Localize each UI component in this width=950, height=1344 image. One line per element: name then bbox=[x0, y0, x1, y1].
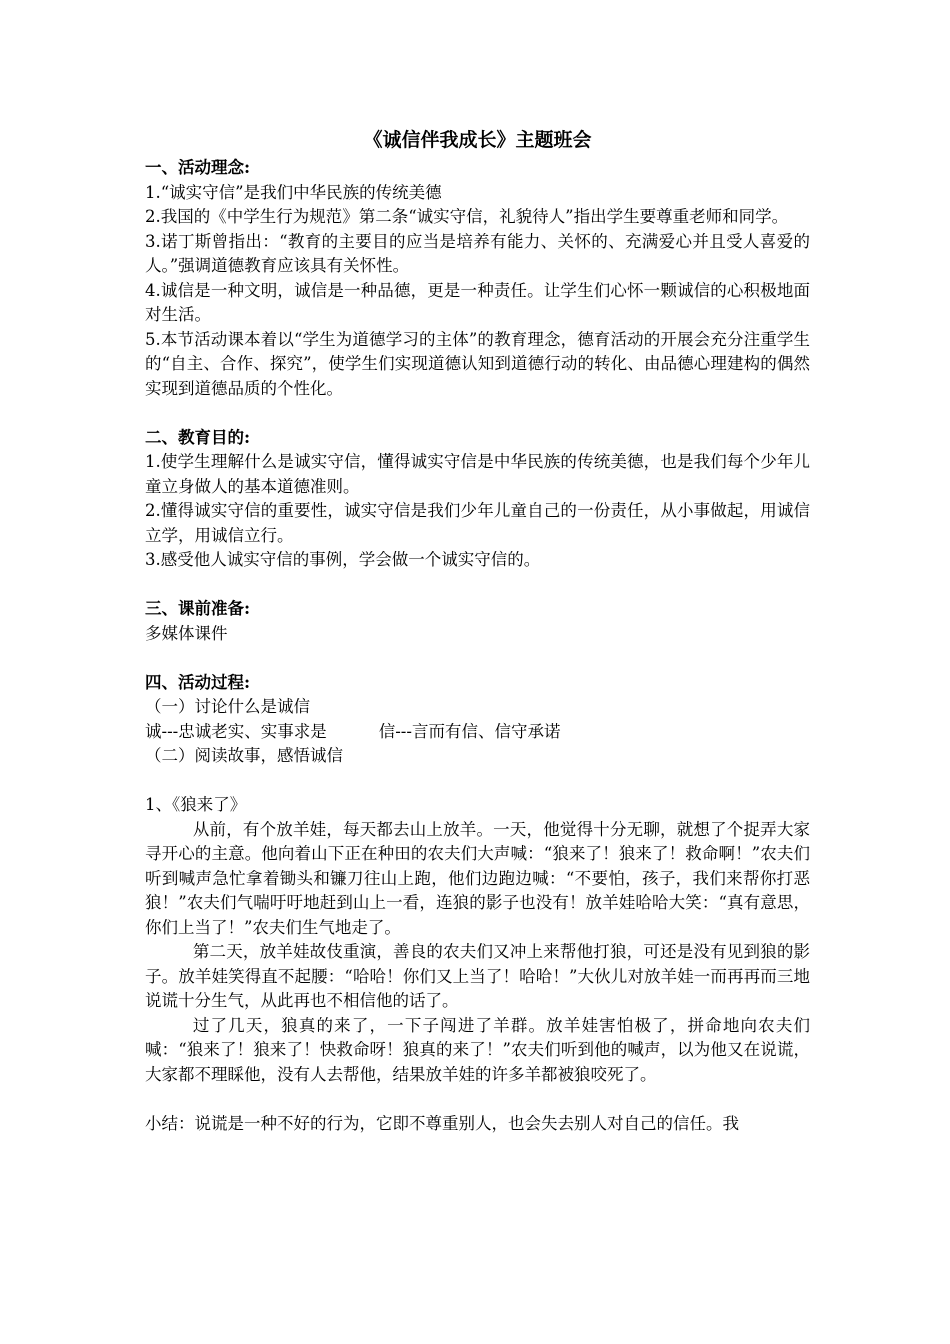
story-paragraph: 第二天，放羊娃故伎重演，善良的农夫们又冲上来帮他打狼，可还是没有见到狼的影子。放羊娃笑得直不起腰：“哈哈！你们又上当了！哈哈！”大伙儿对放羊娃一而再再而三地说谎十分生气，从此再也不相信他的话了。 bbox=[145, 942, 810, 1010]
section-2-item: 2.懂得诚实守信的重要性，诚实守信是我们少年儿童自己的一份责任，从小事做起，用诚信立学，用诚信立行。 bbox=[145, 501, 810, 545]
definition-cheng: 诚---忠诚老实、实事求是 bbox=[145, 721, 327, 741]
story-paragraph: 从前，有个放羊娃，每天都去山上放羊。一天，他觉得十分无聊，就想了个捉弄大家寻开心的主意。他向着山下正在种田的农夫们大声喊：“狼来了！狼来了！救命啊！”农夫们听到喊声急忙拿着锄头和镰刀往山上跑，他们边跑边喊：“不要怕，孩子，我们来帮你打恶狼！”农夫们气喘吁吁地赶到山上一看，连狼的影子也没有！放羊娃哈哈大笑：“真有意思，你们上当了！”农夫们生气地走了。 bbox=[145, 819, 810, 937]
section-1-item: 2.我国的《中学生行为规范》第二条“诚实守信，礼貌待人”指出学生要尊重老师和同学。 bbox=[145, 207, 789, 226]
section-1-heading: 一、活动理念: bbox=[145, 158, 251, 177]
activity-step-2: （二）阅读故事，感悟诚信 bbox=[145, 746, 343, 765]
blank-line bbox=[145, 573, 810, 598]
section-2-heading: 二、教育目的: bbox=[145, 427, 251, 447]
section-2-item: 3.感受他人诚实守信的事例，学会做一个诚实守信的。 bbox=[145, 550, 541, 569]
blank-line bbox=[145, 646, 810, 671]
activity-step-1: （一）讨论什么是诚信 bbox=[145, 697, 310, 716]
section-1-item: 4.诚信是一种文明，诚信是一种品德，更是一种责任。让学生们心怀一颗诚信的心积极地面对生活。 bbox=[145, 280, 810, 324]
section-1-item: 1.“诚实守信”是我们中华民族的传统美德 bbox=[145, 182, 442, 202]
section-4-heading: 四、活动过程: bbox=[145, 672, 251, 692]
section-1-item: 3.诺丁斯曾指出：“教育的主要目的应当是培养有能力、关怀的、充满爱心并且受人喜爱的人。”强调道德教育应该具有关怀性。 bbox=[145, 231, 810, 275]
section-1-item: 5.本节活动课本着以“学生为道德学习的主体”的教育理念，德育活动的开展会充分注重学生的“自主、合作、探究”，使学生们实现道德认知到道德行动的转化、由品德心理建构的偶然实现到道德品质的个性化。 bbox=[145, 329, 810, 398]
document-page bbox=[145, 128, 810, 1136]
story-title: 1、《狼来了》 bbox=[145, 795, 247, 814]
section-2-item: 1.使学生理解什么是诚实守信，懂得诚实守信是中华民族的传统美德，也是我们每个少年儿童立身做人的基本道德准则。 bbox=[145, 452, 810, 496]
story-summary: 小结：说谎是一种不好的行为，它即不尊重别人，也会失去别人对自己的信任。我 bbox=[145, 1113, 739, 1133]
blank-line bbox=[145, 769, 810, 794]
blank-line bbox=[145, 1087, 810, 1112]
definition-line bbox=[145, 720, 810, 745]
section-3-heading: 三、课前准备: bbox=[145, 599, 251, 618]
blank-line bbox=[145, 401, 810, 426]
definition-xin: 信---言而有信、信守承诺 bbox=[378, 721, 561, 741]
story-paragraph: 过了几天，狼真的来了，一下子闯进了羊群。放羊娃害怕极了，拼命地向农夫们喊：“狼来了！狼来了！快救命呀！狼真的来了！”农夫们听到他的喊声，以为他又在说谎，大家都不理睬他，没有人去帮他，结果放羊娃的许多羊都被狼咬死了。 bbox=[145, 1015, 810, 1084]
section-3-text: 多媒体课件 bbox=[145, 623, 228, 643]
document-title: 《诚信伴我成长》主题班会 bbox=[363, 129, 592, 151]
